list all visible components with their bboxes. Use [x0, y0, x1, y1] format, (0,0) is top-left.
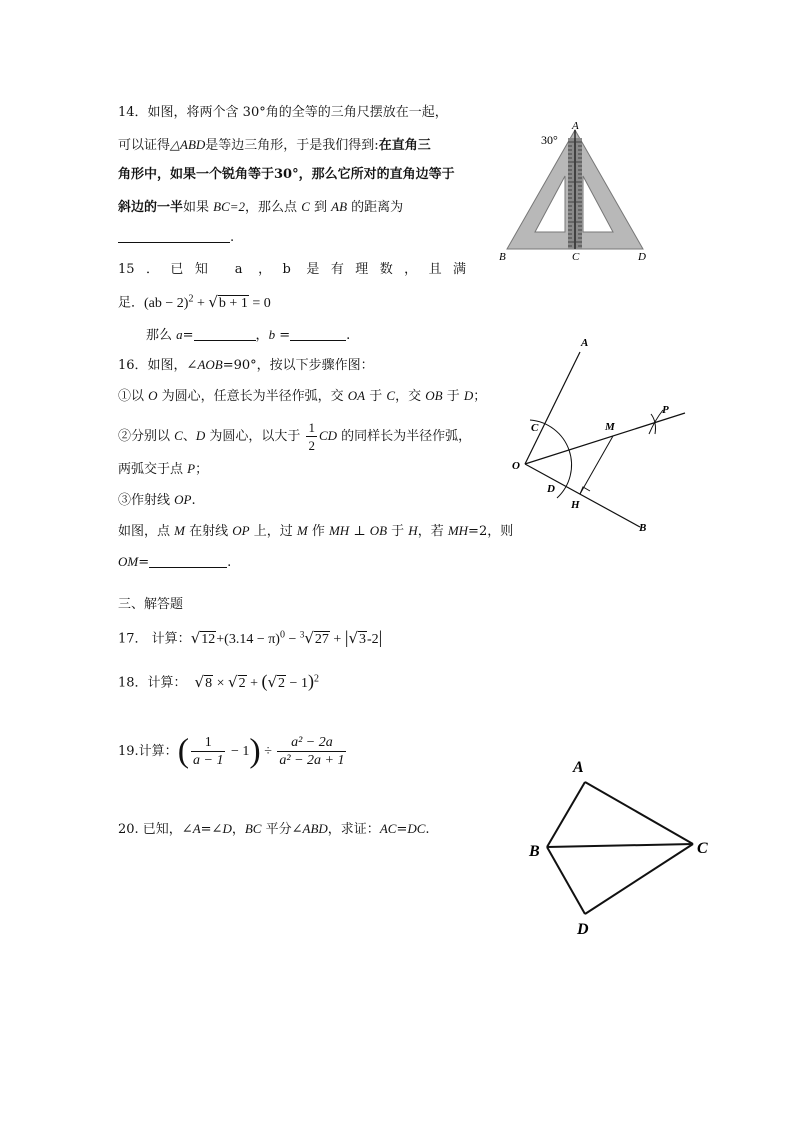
q18-expression: $√8 \times √2 + (√2 - 1)^2$	[194, 670, 319, 691]
point-label-m: M	[605, 421, 615, 433]
point-label-c: C	[572, 251, 580, 263]
segment-ab	[547, 782, 585, 847]
fraction-1: $\frac{1}{a - 1}$	[193, 735, 224, 768]
point-label-p: P	[662, 404, 669, 416]
q19-line: 19.计算：( $\frac{1}{a - 1}$ − 1) ÷ $\frac{\text{a² − 2a}}{\text{a² − 2a + 1}}$	[118, 732, 345, 770]
answer-blank-b[interactable]	[290, 326, 346, 341]
q16-step-3: ③作射线 OP.	[118, 492, 196, 508]
q17-expression: $√12+(3.14 - \pi)^0 - ^3√27 + |√3-2|$	[190, 626, 383, 647]
answer-blank-a[interactable]	[194, 326, 256, 341]
q14-line-4: 斜边的一半如果 BC=2，那么点 C 到 AB 的距离为	[118, 199, 404, 215]
point-label-d: D	[547, 483, 555, 495]
point-label-d: D	[638, 251, 646, 263]
point-label-c: C	[697, 840, 708, 857]
segment-bc	[547, 844, 693, 847]
point-label-b: B	[499, 251, 506, 263]
q14-line-1: 14．如图，将两个含 30°角的全等的三角尺摆放在一起，	[118, 105, 448, 120]
segment-dc	[585, 844, 693, 914]
section-title: 三、解答题	[118, 597, 184, 612]
point-label-a: A	[581, 337, 589, 349]
point-label-o: O	[512, 460, 520, 472]
q16-question-line: 如图，点 M 在射线 OP 上，过 M 作 MH ⊥ OB 于 H，若 MH=2，则	[118, 523, 514, 539]
q20-line: 20. 已知，∠A=∠D，BC 平分∠ABD，求证：AC=DC.	[118, 821, 430, 837]
q16-line-1: 16．如图，∠AOB=90°，按以下步骤作图：	[118, 357, 374, 373]
q16-answer-line: OM= .	[118, 554, 232, 570]
q17-line: 17． 计算：$√12+(3.14 - \pi)^0 - ^3√27 + |√3-2|$	[118, 626, 383, 647]
q16-step-1: ①以 O 为圆心，任意长为半径作弧，交 OA 于 C，交 OB 于 D；	[118, 388, 487, 404]
q16-step-2: ②分别以 C、D 为圆心，以大于 $\frac{1}{2}$ CD 的同样长为半径作弧，	[118, 420, 472, 453]
q18-line: 18．计算： $√8 \times √2 + (√2 - 1)^2$	[118, 670, 319, 691]
fraction-one-half: $\frac{1}{2}$	[308, 420, 315, 453]
q14-line-3: 角形中，如果一个锐角等于30°，那么它所对的直角边等于	[118, 167, 455, 182]
point-label-b: B	[639, 522, 647, 534]
q14-line-2: 可以证得△ABD是等边三角形，于是我们得到:在直角三	[118, 137, 431, 153]
point-label-b: B	[529, 843, 540, 860]
right-angle-mark	[580, 487, 590, 494]
angle-label-30: 30°	[541, 133, 558, 147]
point-label-d: D	[577, 921, 589, 938]
point-label-c: C	[531, 422, 539, 434]
segment-ac	[585, 782, 693, 844]
q15-line-1: 15．已知 a ，b 是有理数，且满	[118, 262, 466, 277]
q20-quadrilateral-figure	[525, 752, 725, 942]
point-label-a: A	[573, 759, 584, 776]
q16-step-2-cont: 两弧交于点 P；	[118, 461, 209, 477]
ray-oa	[525, 352, 580, 464]
ray-ob	[525, 464, 640, 527]
q14-answer-line: .	[118, 228, 234, 247]
answer-blank[interactable]	[149, 553, 227, 568]
point-label-h: H	[571, 499, 580, 511]
q15-line-3: 那么 a= ，b = .	[146, 327, 351, 343]
q16-construction-figure	[505, 330, 690, 540]
fraction-2: $\frac{\text{a² − 2a}}{\text{a² − 2a + 1}}$	[279, 735, 345, 768]
segment-bd	[547, 847, 585, 914]
point-label-a: A	[572, 120, 579, 132]
answer-blank[interactable]	[118, 228, 230, 243]
q15-line-2: 足．(ab − 2)$^2$ + √b + 1 = 0	[118, 292, 271, 311]
q15-expression: (ab − 2)$^2$ + √b + 1 = 0	[144, 292, 271, 311]
q14-set-square-figure	[495, 120, 660, 265]
